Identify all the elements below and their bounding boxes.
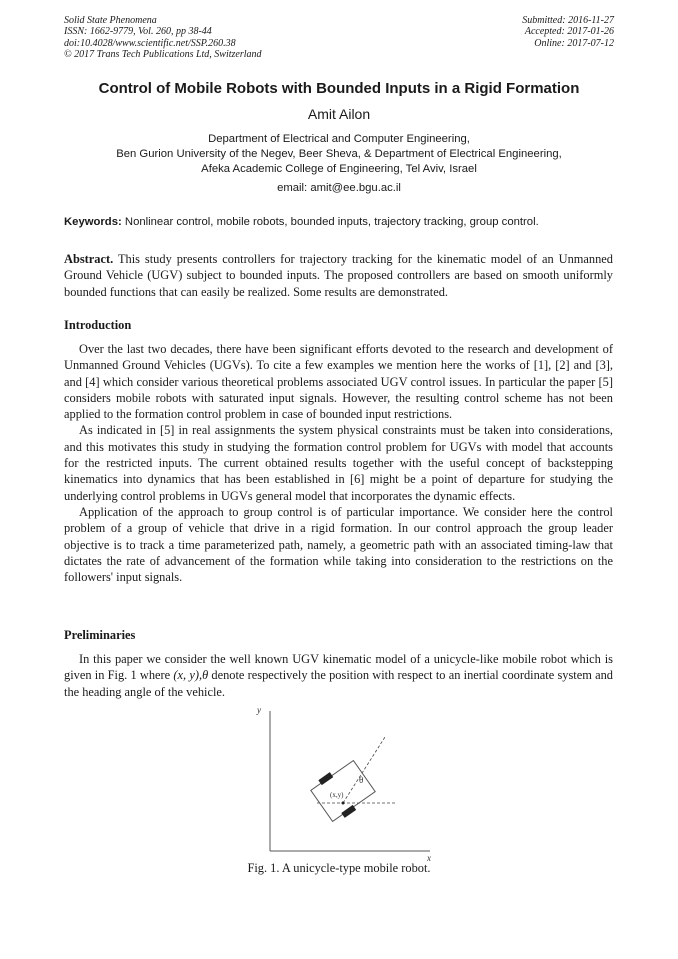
journal-copyright: © 2017 Trans Tech Publications Ltd, Switzerland <box>64 48 262 60</box>
keywords-label: Keywords: <box>64 216 122 228</box>
right-wheel <box>341 805 356 818</box>
journal-issn: ISSN: 1662-9779, Vol. 260, pp 38-44 <box>64 26 212 38</box>
paragraph: Over the last two decades, there have been significant efforts devoted to the research and development of Unmanned Ground Vehicles (UGVs). To cite a few examples we mention here the works of [1], [2] and [3], and [4] which consider various theoretical problems associated UGV control issues. In particular the paper [5] considers mobile robots with saturated input signals. However, the resulting control scheme has not been applied to the formation control problem in case of bounded input restrictions. <box>64 342 613 422</box>
preliminaries-text: In this paper we consider the well known UGV kinematic model of a unicycle-like mobile robot which is given in Fig. 1 where <box>64 652 613 683</box>
math-expression: (x, y),θ <box>173 668 209 683</box>
submitted-date: Submitted: 2016-11-27 <box>522 15 614 26</box>
accepted-date: Accepted: 2017-01-26 <box>524 26 614 38</box>
author-name: Amit Ailon <box>307 106 371 122</box>
unicycle-robot-figure <box>255 703 435 863</box>
robot-position-point <box>342 802 345 805</box>
figure-caption: Fig. 1. A unicycle-type mobile robot. <box>247 861 431 875</box>
paragraph: As indicated in [5] in real assignments the system physical constraints must be taken into considerations, and this motivates this study in studying the formation control problem for UGVs with model that accounts for the restricted inputs. The current obtained results together with the useful concept of backstepping kinematics into dynamics that has been established in [6] might be a point of departure for studying the underlying control problems in UGVs general model that incorporates the dynamic effects. <box>64 423 613 503</box>
position-label: (x,y) <box>330 791 344 799</box>
left-wheel <box>318 772 333 785</box>
y-axis-label: y <box>257 705 261 715</box>
paper-title: Control of Mobile Robots with Bounded Inputs in a Rigid Formation <box>98 80 580 97</box>
author-email: email: amit@ee.bgu.ac.il <box>277 182 401 194</box>
preliminaries-heading: Preliminaries <box>64 628 136 642</box>
journal-header-right <box>522 15 614 49</box>
affiliation-line: Ben Gurion University of the Negev, Beer Sheva, & Department of Electrical Engineering, <box>116 148 562 160</box>
abstract-label: Abstract. <box>64 252 114 266</box>
affiliation-line: Afeka Academic College of Engineering, Tel Aviv, Israel <box>201 163 477 175</box>
abstract-text: This study presents controllers for trajectory tracking for the kinematic model of an Unmanned Ground Vehicle (UGV) subject to bounded inputs. The proposed controllers are based on smooth uniformly bounded functions that can easily be realized. Some results are demonstrated. <box>64 252 613 299</box>
keywords <box>64 216 624 228</box>
keywords-text: Nonlinear control, mobile robots, bounded inputs, trajectory tracking, group control. <box>121 216 539 228</box>
journal-header-left <box>64 15 262 60</box>
abstract <box>64 251 613 300</box>
journal-name: Solid State Phenomena <box>64 15 157 26</box>
preliminaries-text-end: denote respectively the position with respect to an inertial coordinate system and the heading angle of the vehicle. <box>64 668 613 699</box>
introduction-heading: Introduction <box>64 318 132 332</box>
affiliation <box>0 132 678 177</box>
x-axis-label: x <box>427 853 431 863</box>
paragraph: Application of the approach to group control is of particular importance. We consider here the control problem of a group of vehicle that drive in a rigid formation. In our control approach the group leader objective is to track a time parameterized path, namely, a geometric path with an associated timing-law that dictates the rate of advancement of the formation while taking into consideration to the restrictions on the followers' input signals. <box>64 504 613 585</box>
online-date: Online: 2017-07-12 <box>534 37 614 49</box>
heading-direction-line <box>343 737 385 803</box>
introduction-body <box>64 341 613 585</box>
journal-doi: doi:10.4028/www.scientific.net/SSP.260.38 <box>64 37 236 49</box>
preliminaries-body <box>64 651 613 700</box>
affiliation-line: Department of Electrical and Computer Engineering, <box>208 133 470 145</box>
theta-label: θ <box>359 775 364 785</box>
